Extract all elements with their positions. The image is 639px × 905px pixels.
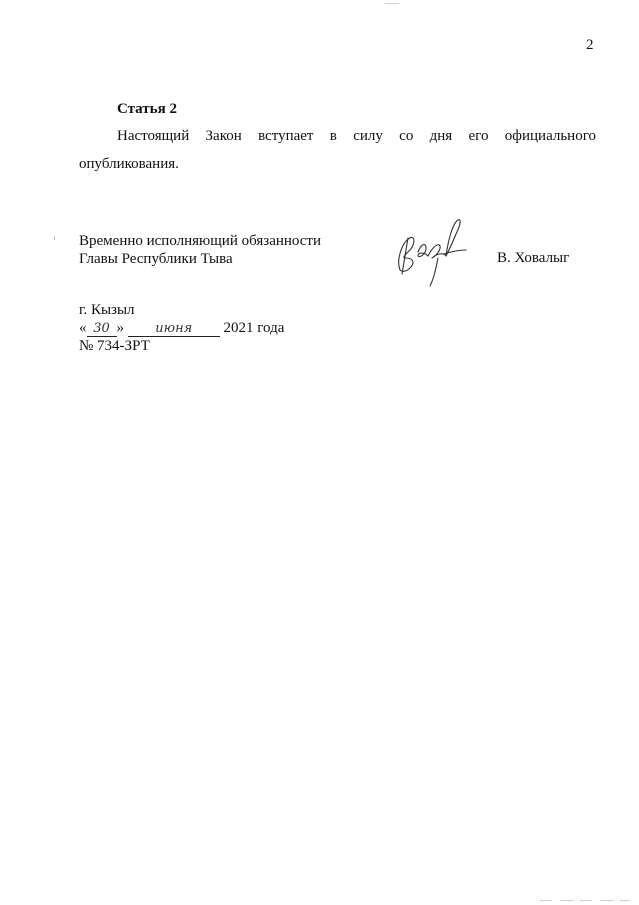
issuance-date (79, 320, 284, 337)
date-close-quote: » (116, 320, 124, 336)
article-text-line-1: Настоящий Закон вступает в силу со дня его официального (117, 128, 596, 144)
handwritten-signature (388, 212, 468, 292)
date-day: 30 (87, 322, 117, 337)
issuance-city: г. Кызыл (79, 302, 135, 318)
signer-title-line-1: Временно исполняющий обязанности (79, 233, 322, 249)
edge-mark (54, 236, 55, 240)
article-heading: Статья 2 (117, 101, 177, 117)
signer-name: В. Ховалыг (497, 250, 570, 266)
page-number: 2 (586, 37, 594, 53)
date-year: 2021 года (223, 320, 285, 336)
date-month: июня (128, 322, 220, 337)
date-open-quote: « (79, 320, 87, 336)
signer-title (79, 232, 321, 268)
law-number: № 734-ЗРТ (79, 338, 150, 354)
signer-title-line-2: Главы Республики Тыва (79, 251, 233, 267)
article-text-line-2: опубликования. (79, 156, 179, 172)
